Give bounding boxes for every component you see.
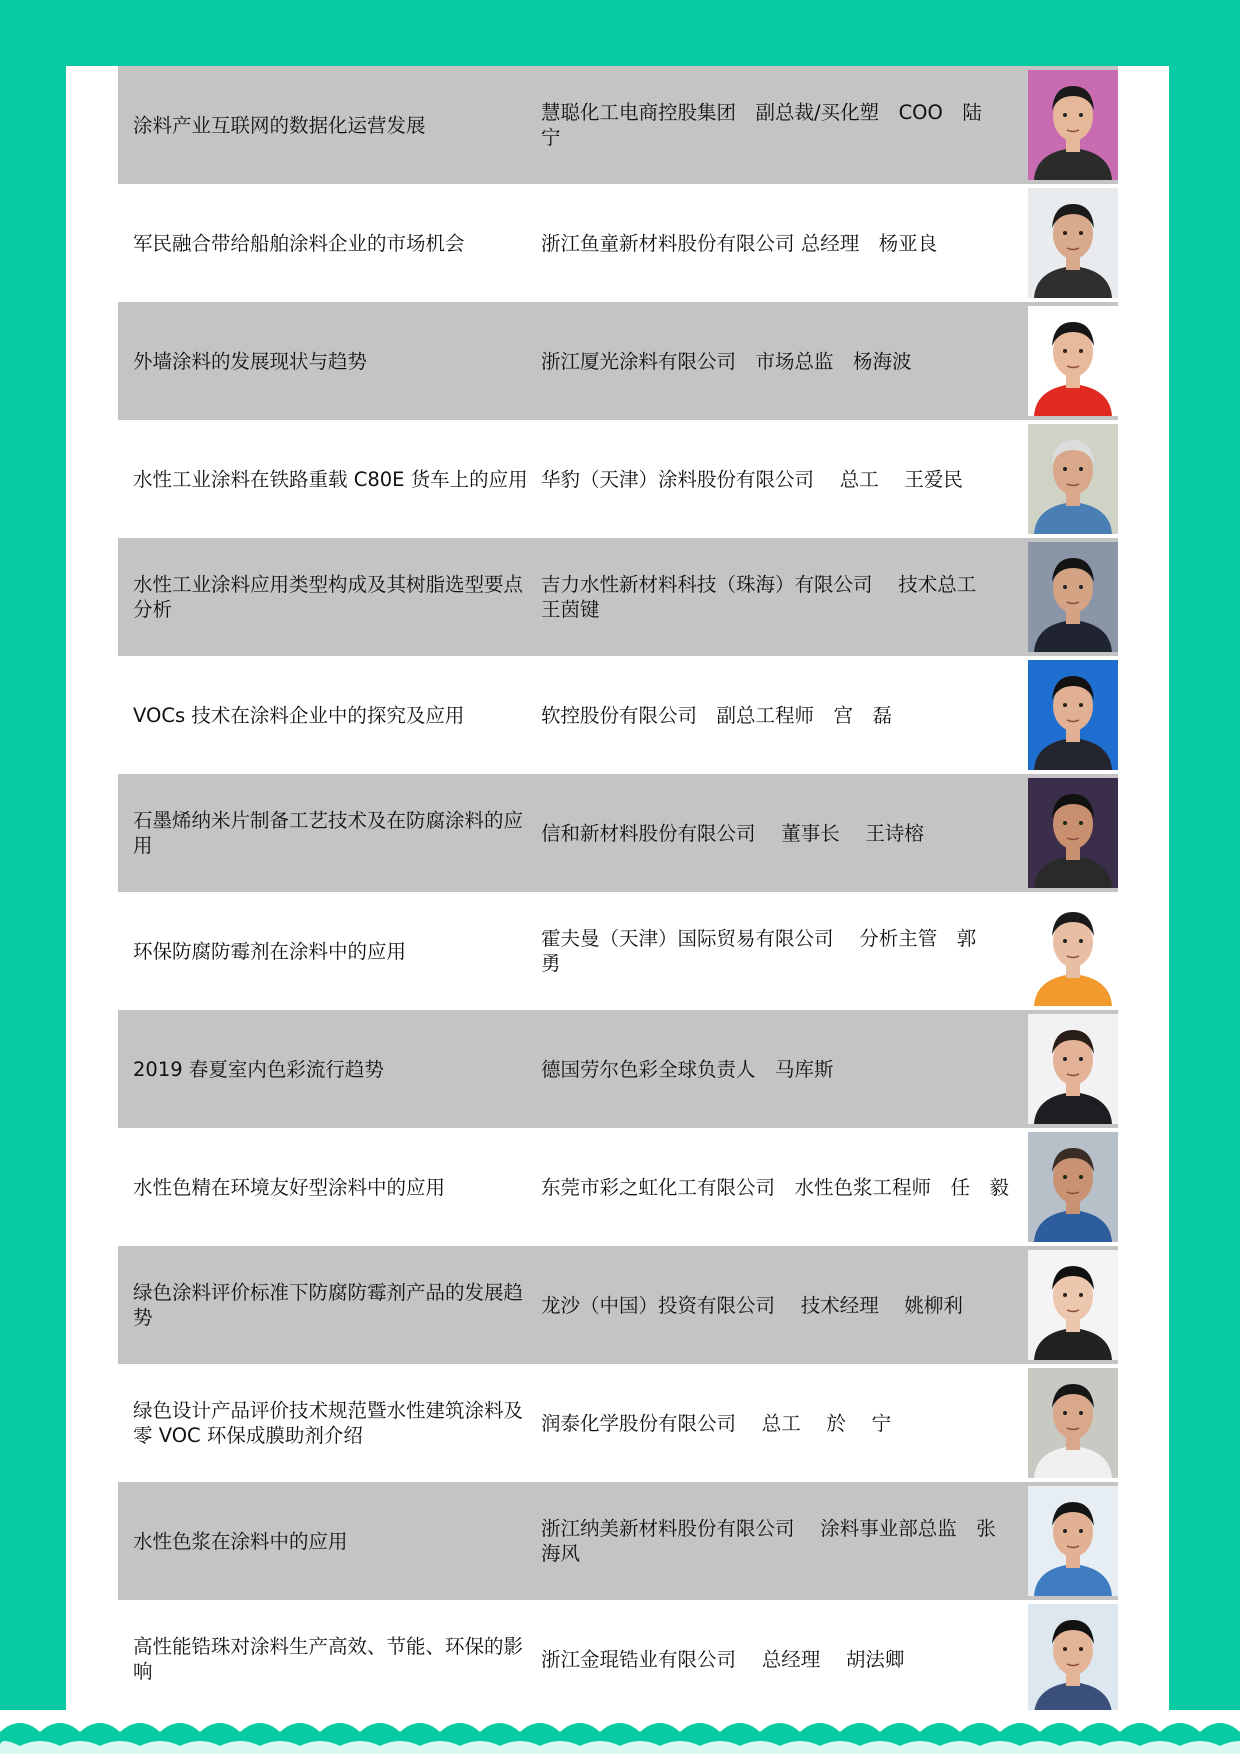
- speaker-info: 东莞市彩之虹化工有限公司 水性色浆工程师 任 毅: [541, 1175, 1010, 1199]
- table-row: [118, 66, 1118, 184]
- talk-topic: 2019 春夏室内色彩流行趋势: [133, 1057, 384, 1081]
- portrait-icon: [1028, 1014, 1118, 1124]
- table-row: [118, 1128, 1118, 1246]
- speaker-photo: [1028, 1014, 1118, 1124]
- speaker-table: [118, 66, 1118, 1718]
- talk-topic: 军民融合带给船舶涂料企业的市场机会: [133, 231, 465, 255]
- portrait-icon: [1028, 306, 1118, 416]
- speaker-info: 德国劳尔色彩全球负责人 马库斯: [541, 1057, 834, 1081]
- table-row: [118, 892, 1118, 1010]
- talk-topic: 环保防腐防霉剂在涂料中的应用: [133, 939, 407, 963]
- table-row: [118, 420, 1118, 538]
- table-row: [118, 1482, 1118, 1600]
- table-row: [118, 1364, 1118, 1482]
- program-page: [66, 66, 1169, 1716]
- speaker-info: 吉力水性新材料科技（珠海）有限公司 技术总工 王茵键: [541, 573, 1002, 621]
- portrait-icon: [1028, 778, 1118, 888]
- table-row: [118, 774, 1118, 892]
- table-row: [118, 302, 1118, 420]
- speaker-info: 信和新材料股份有限公司 董事长 王诗榕: [541, 821, 924, 845]
- talk-topic: 绿色涂料评价标准下防腐防霉剂产品的发展趋势: [133, 1281, 524, 1329]
- speaker-info: 慧聪化工电商控股集团 副总裁/买化塑 COO 陆 宁: [541, 101, 1002, 149]
- portrait-icon: [1028, 1250, 1118, 1360]
- speaker-info: 浙江金琨锆业有限公司 总经理 胡法卿: [541, 1647, 905, 1671]
- speaker-info: 龙沙（中国）投资有限公司 技术经理 姚柳利: [541, 1293, 963, 1317]
- talk-topic: VOCs 技术在涂料企业中的探究及应用: [133, 703, 465, 727]
- speaker-info: 浙江纳美新材料股份有限公司 涂料事业部总监 张海风: [541, 1517, 996, 1565]
- speaker-photo: [1028, 778, 1118, 888]
- table-row: [118, 1010, 1118, 1128]
- talk-topic: 石墨烯纳米片制备工艺技术及在防腐涂料的应用: [133, 809, 524, 857]
- talk-topic: 水性色精在环境友好型涂料中的应用: [133, 1175, 446, 1199]
- speaker-photo: [1028, 1368, 1118, 1478]
- talk-topic: 外墙涂料的发展现状与趋势: [133, 349, 368, 373]
- talk-topic: 绿色设计产品评价技术规范暨水性建筑涂料及零 VOC 环保成膜助剂介绍: [133, 1399, 524, 1447]
- portrait-icon: [1028, 896, 1118, 1006]
- speaker-photo: [1028, 542, 1118, 652]
- portrait-icon: [1028, 1486, 1118, 1596]
- speaker-photo: [1028, 424, 1118, 534]
- speaker-info: 浙江厦光涂料有限公司 市场总监 杨海波: [541, 349, 912, 373]
- speaker-photo: [1028, 1250, 1118, 1360]
- speaker-photo: [1028, 188, 1118, 298]
- table-row: [118, 656, 1118, 774]
- talk-topic: 水性工业涂料应用类型构成及其树脂选型要点分析: [133, 573, 524, 621]
- speaker-info: 润泰化学股份有限公司 总工 於 宁: [541, 1411, 892, 1435]
- portrait-icon: [1028, 660, 1118, 770]
- table-row: [118, 538, 1118, 656]
- speaker-photo: [1028, 306, 1118, 416]
- table-row: [118, 1246, 1118, 1364]
- speaker-photo: [1028, 1604, 1118, 1714]
- speaker-photo: [1028, 70, 1118, 180]
- portrait-icon: [1028, 188, 1118, 298]
- portrait-icon: [1028, 1132, 1118, 1242]
- talk-topic: 涂料产业互联网的数据化运营发展: [133, 113, 426, 137]
- portrait-icon: [1028, 70, 1118, 180]
- talk-topic: 水性色浆在涂料中的应用: [133, 1529, 348, 1553]
- speaker-info: 软控股份有限公司 副总工程师 宫 磊: [541, 703, 893, 727]
- speaker-photo: [1028, 896, 1118, 1006]
- portrait-icon: [1028, 1368, 1118, 1478]
- speaker-photo: [1028, 1132, 1118, 1242]
- talk-topic: 水性工业涂料在铁路重载 C80E 货车上的应用: [133, 467, 528, 491]
- talk-topic: 高性能锆珠对涂料生产高效、节能、环保的影响: [133, 1635, 524, 1683]
- speaker-photo: [1028, 1486, 1118, 1596]
- portrait-icon: [1028, 542, 1118, 652]
- portrait-icon: [1028, 424, 1118, 534]
- speaker-info: 浙江鱼童新材料股份有限公司 总经理 杨亚良: [541, 231, 938, 255]
- portrait-icon: [1028, 1604, 1118, 1714]
- speaker-info: 霍夫曼（天津）国际贸易有限公司 分析主管 郭 勇: [541, 927, 996, 975]
- table-row: [118, 184, 1118, 302]
- table-row: [118, 1600, 1118, 1718]
- speaker-info: 华豹（天津）涂料股份有限公司 总工 王爱民: [541, 467, 963, 491]
- speaker-photo: [1028, 660, 1118, 770]
- wave-border-decoration: [0, 1710, 1240, 1754]
